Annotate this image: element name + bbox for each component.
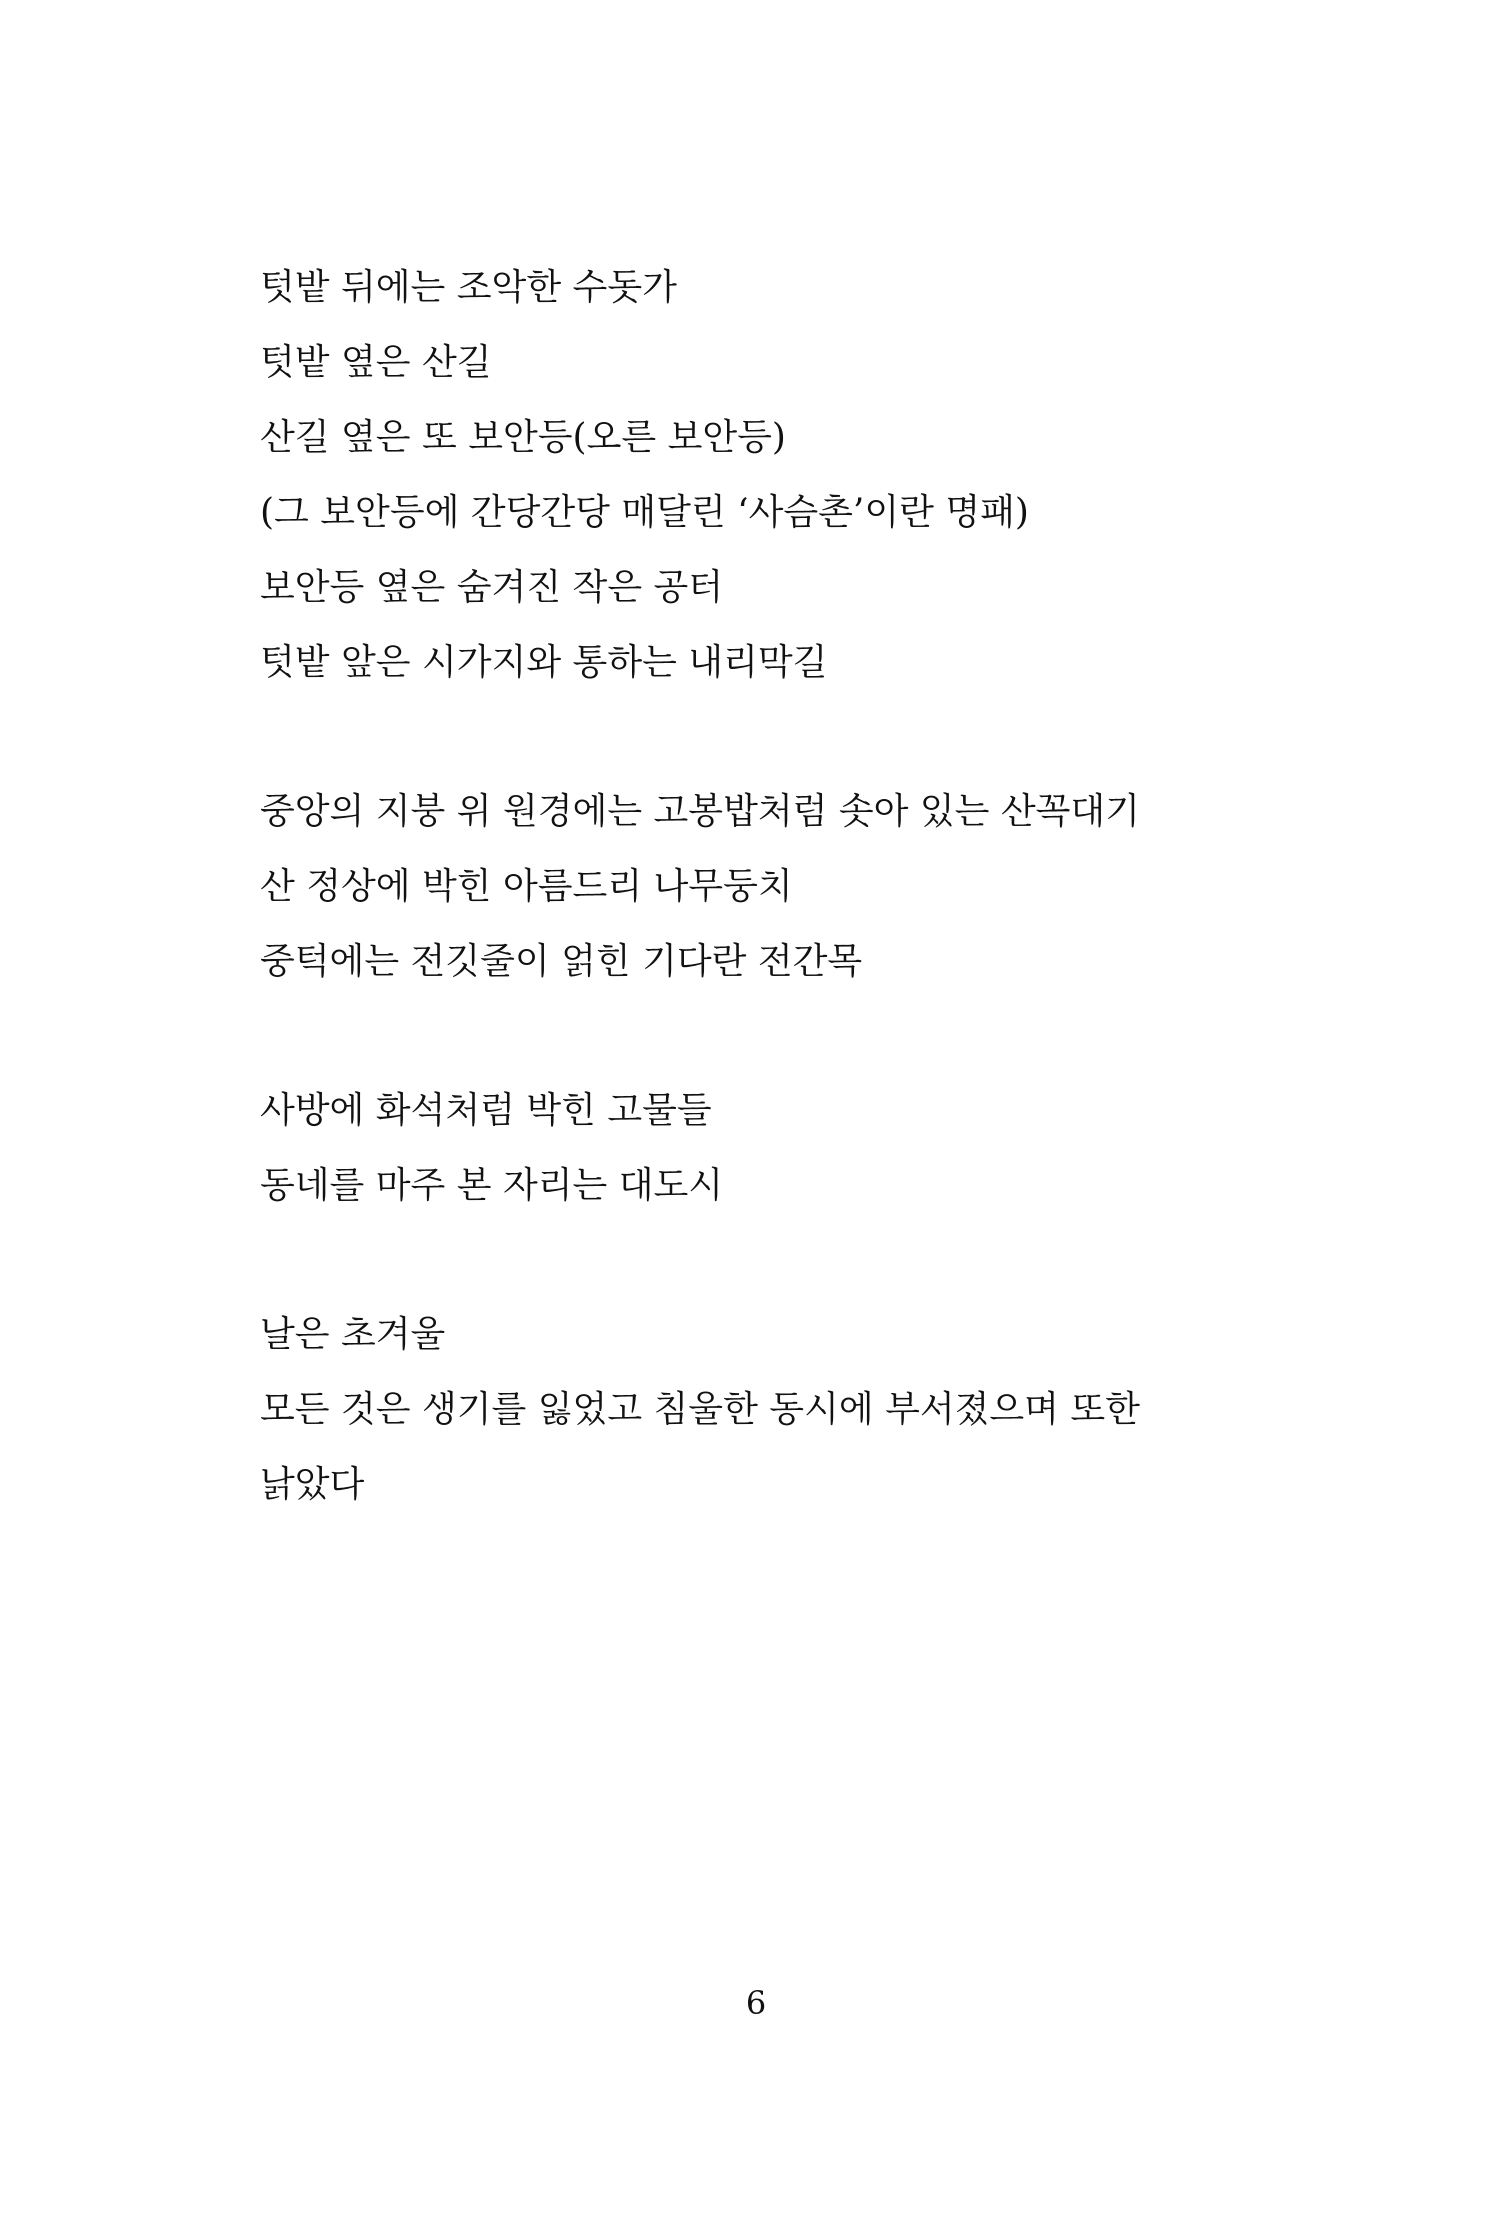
poem-line: 텃밭 옆은 산길 [260,342,492,383]
poem-line: 낡았다 [260,1464,365,1505]
poem-line: 중앙의 지붕 위 원경에는 고봉밥처럼 솟아 있는 산꼭대기 [260,791,1140,832]
poem-line: (그 보안등에 간당간당 매달린 ‘사슴촌’이란 명패) [260,492,1029,533]
poem-line: 산 정상에 박힌 아름드리 나무둥치 [260,866,793,907]
poem-line: 모든 것은 생기를 잃었고 침울한 동시에 부서졌으며 또한 [260,1389,1140,1430]
poem-line: 보안등 옆은 숨겨진 작은 공터 [260,567,724,608]
stanza-2 [260,774,1360,999]
poem-line: 동네를 마주 본 자리는 대도시 [260,1165,724,1206]
stanza-3 [260,1073,1360,1223]
poem-line: 날은 초겨울 [260,1314,446,1355]
poem-line: 중턱에는 전깃줄이 얽힌 기다란 전간목 [260,941,863,982]
stanza-4 [260,1297,1360,1522]
poem-line: 텃밭 뒤에는 조악한 수돗가 [260,267,677,308]
stanza-1 [260,250,1360,700]
poem-line: 산길 옆은 또 보안등(오른 보안등) [260,417,786,458]
page-number: 6 [745,1984,767,2022]
poem-line: 사방에 화석처럼 박힌 고물들 [260,1090,712,1131]
poem-line: 텃밭 앞은 시가지와 통하는 내리막길 [260,642,828,683]
poem-body [260,250,1360,1596]
